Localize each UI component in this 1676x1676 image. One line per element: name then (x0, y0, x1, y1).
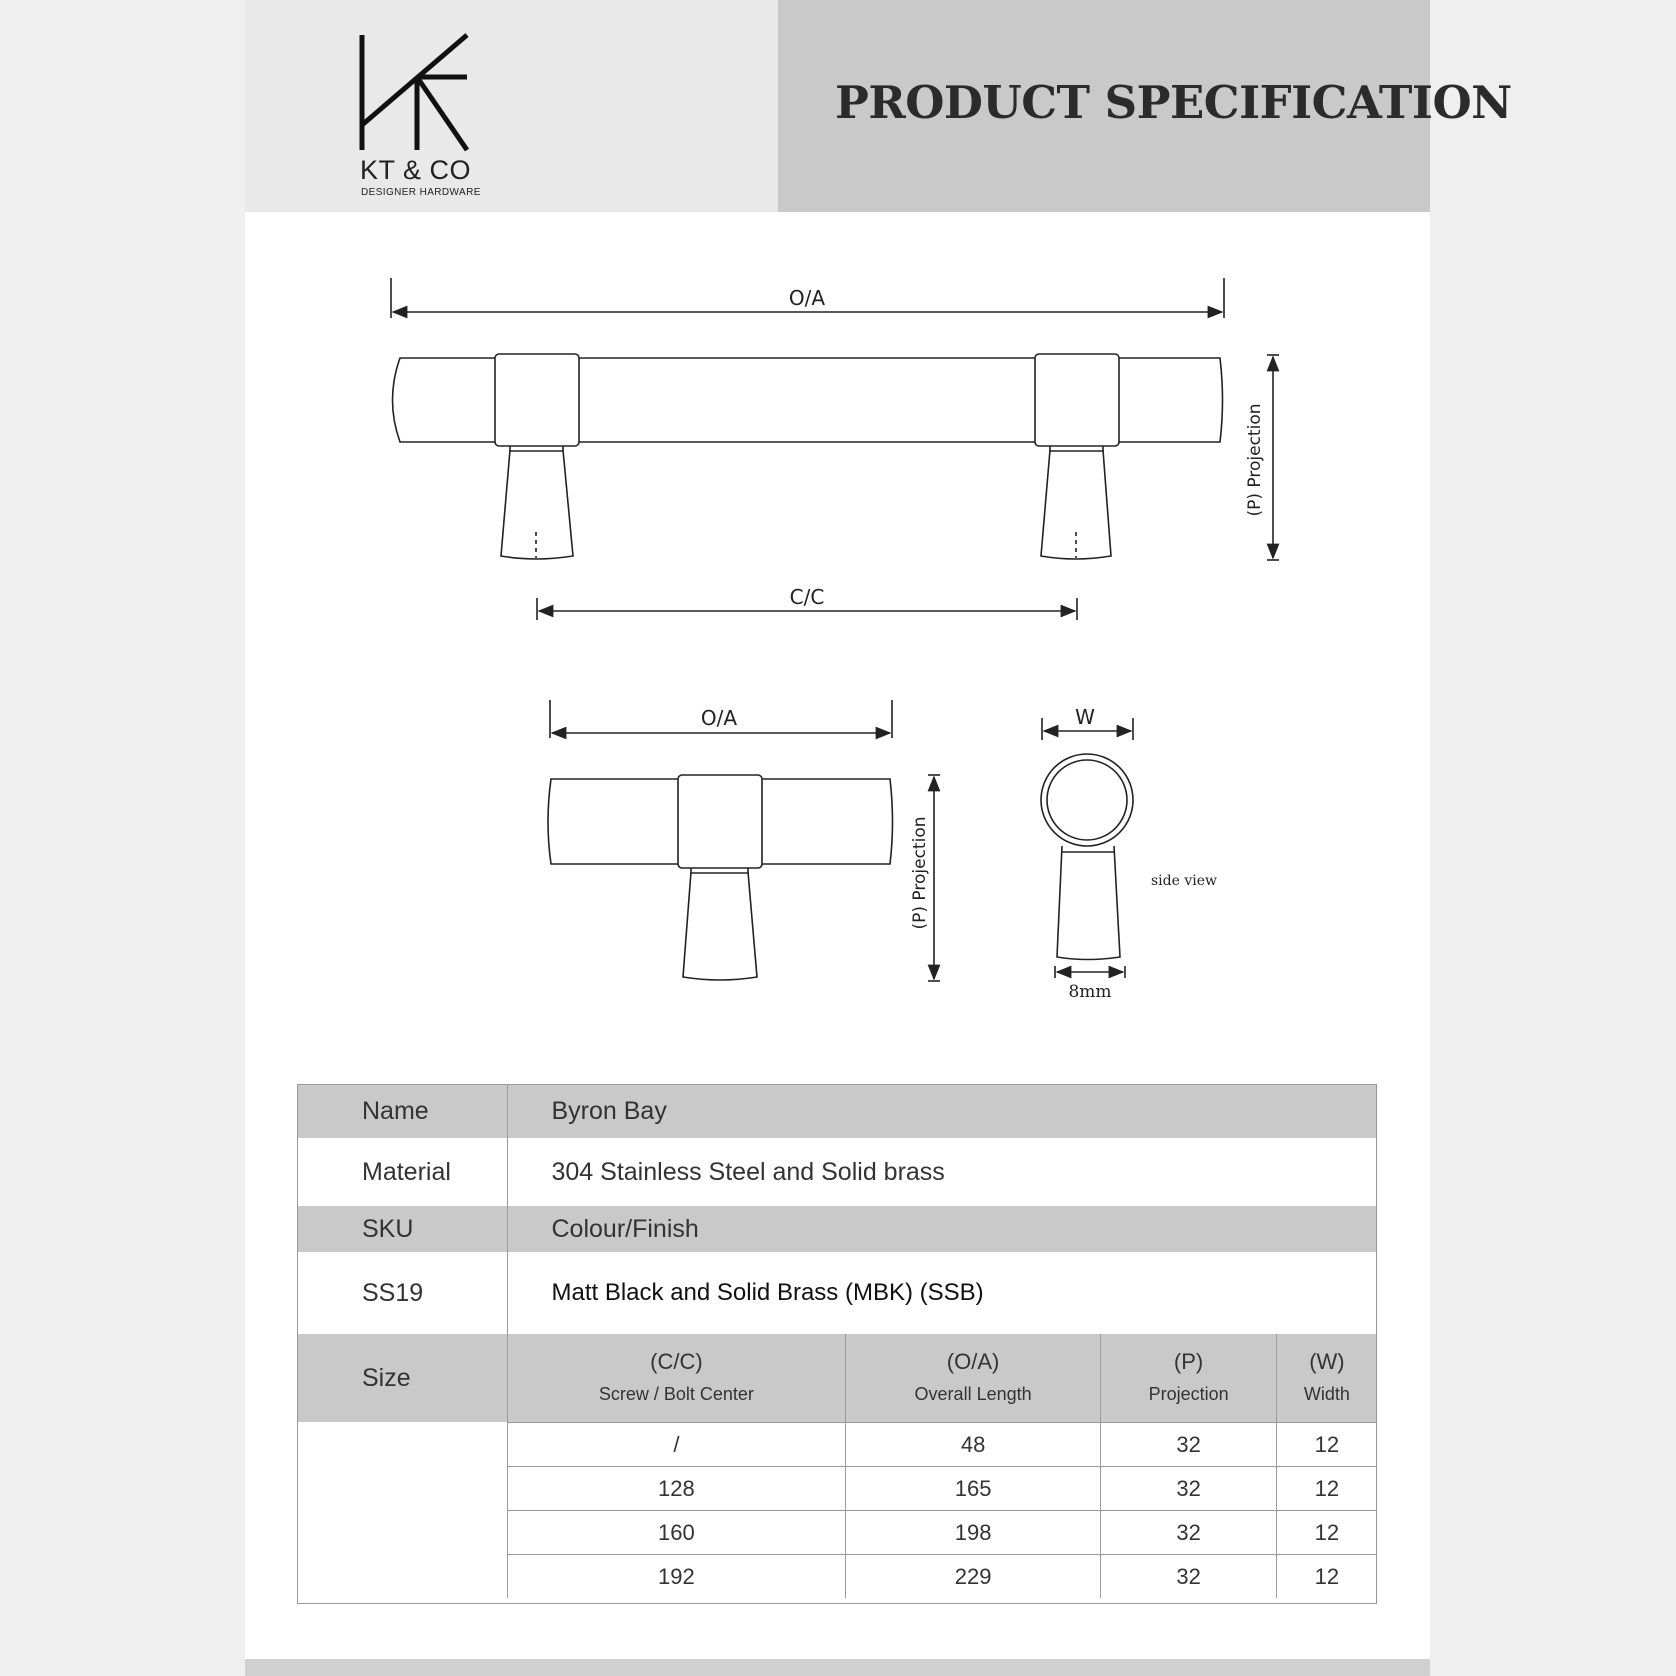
spec-row-finish (297, 1252, 1377, 1334)
knob-oa-label: O/A (700, 706, 738, 730)
side-base-dimension (1055, 966, 1125, 978)
brand-name: KT & CO (360, 155, 472, 185)
size-table (507, 1334, 1377, 1598)
table-row: / 48 32 12 (508, 1423, 1378, 1467)
finish-value: Matt Black and Solid Brass (MBK) (SSB) (507, 1252, 1377, 1334)
name-value: Byron Bay (507, 1084, 1377, 1138)
side-post (1057, 846, 1120, 960)
side-w-label: W (1075, 705, 1095, 729)
top-oa-label: O/A (788, 286, 826, 310)
right-collar (1035, 354, 1119, 446)
spec-row-size (297, 1334, 1377, 1598)
size-col-cc: (C/C) Screw / Bolt Center (508, 1334, 846, 1423)
table-row: 128 165 32 12 (508, 1467, 1378, 1511)
size-col-p: (P) Projection (1101, 1334, 1276, 1423)
knob-projection-label: (P) Projection (910, 816, 930, 930)
top-projection-dimension (1267, 355, 1279, 560)
name-label: Name (297, 1084, 507, 1138)
sku-label: SKU (297, 1206, 507, 1252)
sku-code: SS19 (362, 1278, 424, 1307)
sku-value: Colour/Finish (507, 1206, 1377, 1252)
spec-table (297, 1084, 1377, 1598)
knob-collar (678, 775, 762, 868)
spec-row-sku (297, 1206, 1377, 1252)
material-value: 304 Stainless Steel and Solid brass (507, 1138, 1377, 1206)
size-col-oa: (O/A) Overall Length (845, 1334, 1101, 1423)
spec-sheet-page (245, 0, 1512, 1676)
spec-row-name (297, 1084, 1377, 1138)
size-header-row (508, 1334, 1378, 1423)
size-label: Size (297, 1334, 507, 1598)
side-ring-outer (1041, 754, 1133, 846)
left-post (501, 446, 573, 559)
top-projection-label: (P) Projection (1245, 403, 1265, 517)
top-cc-label: C/C (789, 585, 825, 609)
footer-band (245, 1659, 1430, 1676)
technical-drawing (245, 0, 1430, 1060)
side-ring-inner (1047, 760, 1127, 840)
side-view-label: side view (1151, 873, 1218, 889)
page-title: PRODUCT SPECIFICATION (835, 76, 1512, 129)
size-col-w: (W) Width (1276, 1334, 1377, 1423)
left-collar (495, 354, 579, 446)
side-base-label: 8mm (1068, 982, 1112, 1002)
knob-post (683, 868, 757, 980)
material-label: Material (362, 1157, 451, 1186)
table-row: 192 229 32 12 (508, 1555, 1378, 1599)
table-row: 160 198 32 12 (508, 1511, 1378, 1555)
spec-row-material (297, 1138, 1377, 1206)
brand-tagline: DESIGNER HARDWARE (361, 187, 481, 198)
